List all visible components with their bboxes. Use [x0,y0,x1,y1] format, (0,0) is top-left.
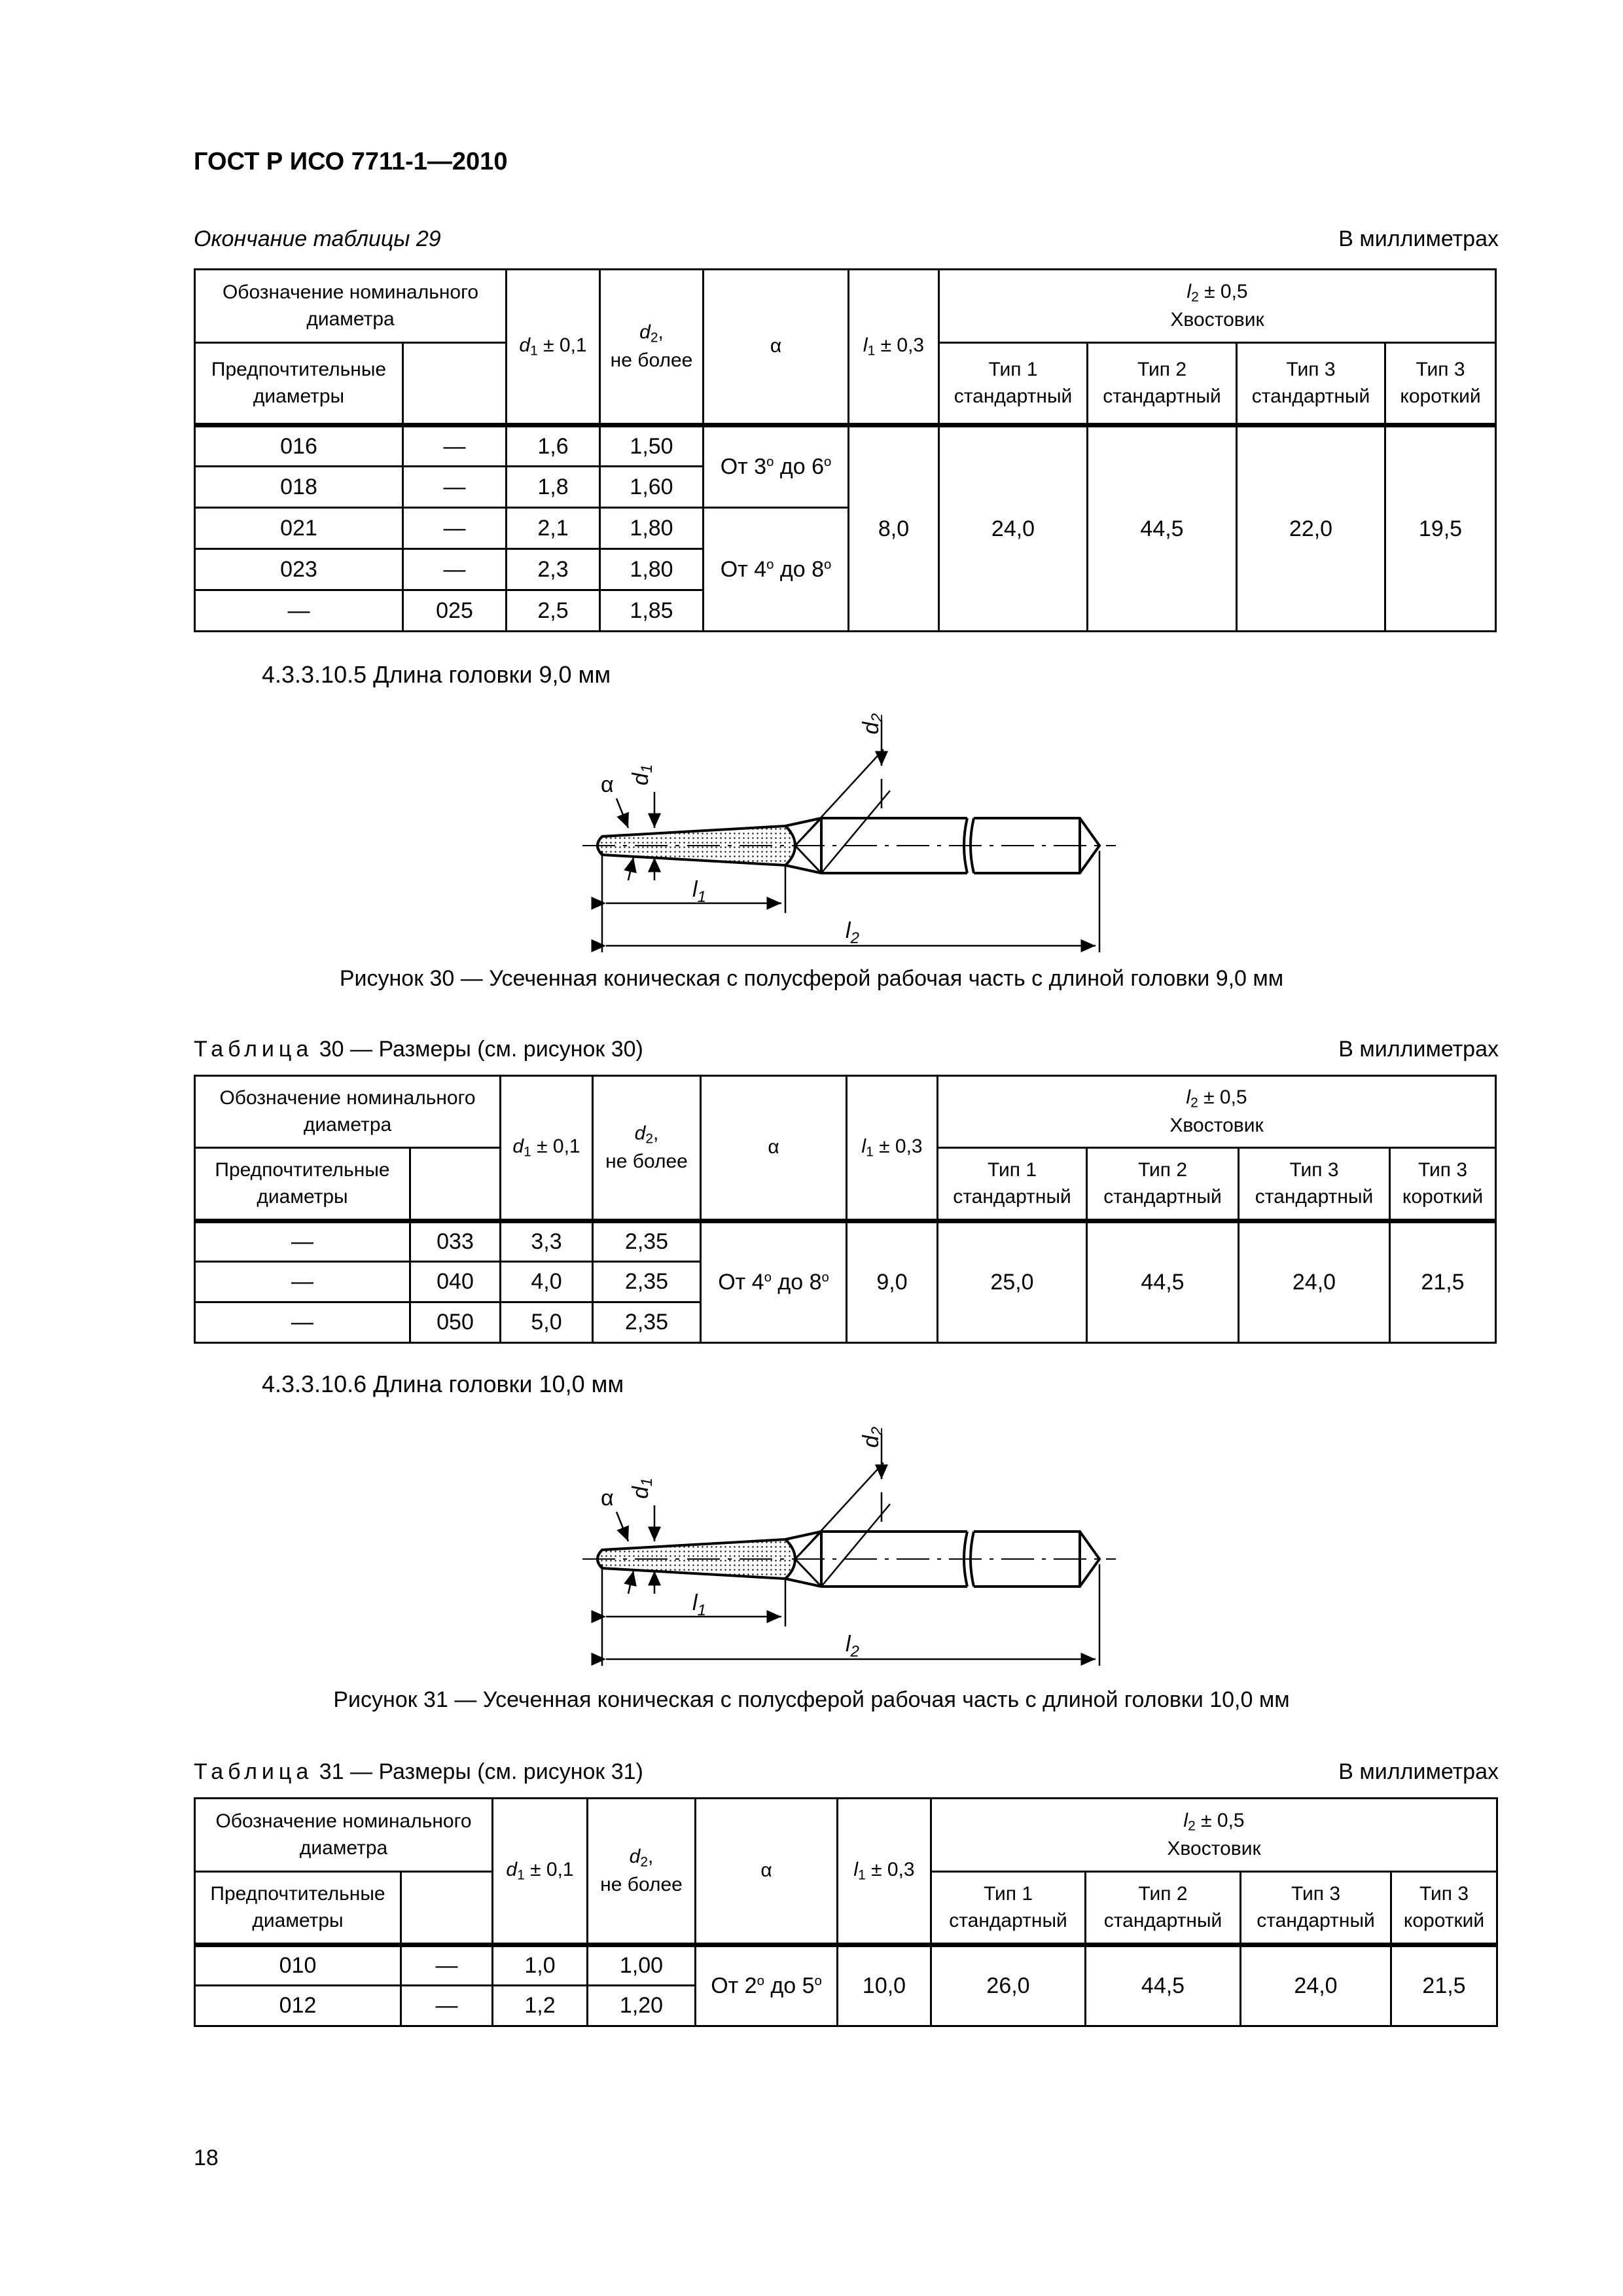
cell-alpha: От $2^о$ до $5^о$ [696,1945,838,2026]
label-alpha: α [601,1486,614,1511]
cell-d1: 5,0 [501,1302,593,1343]
header-designation: Обозначение номинального диаметра [195,1799,493,1872]
cell-d2: 1,20 [588,1986,696,2026]
cell-preferred: 012 [195,1986,401,2026]
header-preferred: Предпочтительные диаметры [195,343,403,425]
header-other [410,1148,501,1221]
header-d1: $d_1 \pm 0,1$ [493,1799,588,1945]
header-type: Тип 3 короткий [1390,1148,1496,1221]
page-number: 18 [194,2145,219,2170]
header-d2: $d_2$, не более [600,270,704,425]
label-d2: d2 [859,713,886,734]
cell-d2: 1,00 [588,1945,696,1986]
section-heading: 4.3.3.10.5 Длина головки 9,0 мм [262,661,611,688]
cell-l2: 21,5 [1390,1221,1496,1343]
header-l1: $l_1 \pm 0,3$ [838,1799,931,1945]
cell-preferred: 021 [195,508,403,549]
cell-l2: 44,5 [1087,1221,1239,1343]
cell-d2: 1,80 [600,508,704,549]
header-type: Тип 2 стандартный [1087,1148,1239,1221]
cell-d1: 4,0 [501,1262,593,1302]
cell-d1: 3,3 [501,1221,593,1262]
cell-d2: 1,85 [600,590,704,632]
cell-preferred: — [195,590,403,632]
header-designation: Обозначение номинального диаметра [195,1076,501,1148]
cell-d2: 1,60 [600,467,704,508]
cell-l2: 24,0 [1239,1221,1390,1343]
cell-other: — [401,1986,493,2026]
header-l2-shank: $l_2 \pm 0,5$ Хвостовик [931,1799,1497,1872]
cell-preferred: 018 [195,467,403,508]
cell-d1: 1,0 [493,1945,588,1986]
header-other [403,343,507,425]
header-alpha: α [696,1799,838,1945]
table-29-continuation-caption: Окончание таблицы 29 [194,226,441,251]
header-type: Тип 3 стандартный [1239,1148,1390,1221]
cell-alpha: От $4^о$ до $8^о$ [704,508,849,632]
header-type: Тип 3 короткий [1391,1872,1497,1945]
table-29-units: В миллиметрах [1338,226,1499,251]
header-alpha: α [701,1076,847,1221]
header-type: Тип 3 стандартный [1241,1872,1391,1945]
header-d1: $d_1 \pm 0,1$ [507,270,600,425]
cell-other: — [403,425,507,467]
cell-d2: 1,80 [600,549,704,590]
table-row [195,1945,1497,1986]
cell-other: — [403,549,507,590]
header-l2-shank: $l_2 \pm 0,5$ Хвостовик [939,270,1496,343]
header-d1: $d_1 \pm 0,1$ [501,1076,593,1221]
header-l2-shank: $l_2 \pm 0,5$ Хвостовик [938,1076,1496,1148]
cell-preferred: 023 [195,549,403,590]
cell-other: 033 [410,1221,501,1262]
cell-other: 025 [403,590,507,632]
cell-l2: 22,0 [1237,425,1385,632]
cell-other: 050 [410,1302,501,1343]
cell-l2: 25,0 [938,1221,1087,1343]
label-l2: $l_2$ [846,918,859,947]
header-type: Тип 1 стандартный [939,343,1088,425]
cell-preferred: 010 [195,1945,401,1986]
cell-alpha: От $3^о$ до $6^о$ [704,425,849,508]
table-31-units: В миллиметрах [1338,1759,1499,1784]
cell-d2: 2,35 [593,1221,701,1262]
table-31-caption: Таблица 31 — Размеры (см. рисунок 31) [194,1759,643,1784]
label-l1: $l_1$ [692,1590,706,1619]
header-l1: $l_1 \pm 0,3$ [847,1076,938,1221]
label-l1: $l_1$ [692,877,706,906]
document-header: ГОСТ Р ИСО 7711-1—2010 [194,148,508,175]
cell-preferred: 016 [195,425,403,467]
cell-l2: 24,0 [939,425,1088,632]
header-preferred: Предпочтительные диаметры [195,1148,410,1221]
label-d2: d2 [859,1426,886,1448]
cell-preferred: — [195,1221,410,1262]
cell-other: — [403,508,507,549]
cell-d1: 1,6 [507,425,600,467]
cell-l2: 19,5 [1385,425,1496,632]
figure-30-drawing [563,694,1139,969]
table-30-units: В миллиметрах [1338,1037,1499,1062]
cell-l2: 26,0 [931,1945,1086,2026]
header-preferred: Предпочтительные диаметры [195,1872,401,1945]
cell-d1: 1,2 [493,1986,588,2026]
cell-l2: 21,5 [1391,1945,1497,2026]
cell-d1: 2,3 [507,549,600,590]
header-other [401,1872,493,1945]
cell-l2: 44,5 [1088,425,1237,632]
cell-preferred: — [195,1302,410,1343]
header-alpha: α [704,270,849,425]
header-d2: $d_2$, не более [593,1076,701,1221]
cell-other: — [403,467,507,508]
cell-d1: 2,5 [507,590,600,632]
table-row [195,1221,1496,1262]
table-31 [194,1797,1498,2027]
cell-l1: 10,0 [838,1945,931,2026]
label-d1: d1 [628,764,656,785]
header-type: Тип 1 стандартный [938,1148,1087,1221]
figure-31-drawing [563,1407,1139,1682]
section-heading: 4.3.3.10.6 Длина головки 10,0 мм [262,1371,624,1397]
cell-l2: 24,0 [1241,1945,1391,2026]
table-29 [194,268,1497,632]
cell-other: 040 [410,1262,501,1302]
header-type: Тип 3 стандартный [1237,343,1385,425]
cell-l1: 9,0 [847,1221,938,1343]
cell-d2: 1,50 [600,425,704,467]
cell-d1: 1,8 [507,467,600,508]
figure-30-caption: Рисунок 30 — Усеченная коническая с полусферой рабочая часть с длиной головки 9,0 мм [339,966,1284,991]
cell-d2: 2,35 [593,1302,701,1343]
cell-other: — [401,1945,493,1986]
figure-31-caption: Рисунок 31 — Усеченная коническая с полусферой рабочая часть с длиной головки 10,0 мм [333,1687,1290,1712]
cell-d2: 2,35 [593,1262,701,1302]
label-alpha: α [601,772,614,797]
header-type: Тип 3 короткий [1385,343,1496,425]
header-type: Тип 2 стандартный [1088,343,1237,425]
cell-d1: 2,1 [507,508,600,549]
cell-alpha: От $4^о$ до $8^о$ [701,1221,847,1343]
header-d2: $d_2$, не более [588,1799,696,1945]
table-30-caption: Таблица 30 — Размеры (см. рисунок 30) [194,1037,643,1062]
header-type: Тип 1 стандартный [931,1872,1086,1945]
label-l2: $l_2$ [846,1632,859,1660]
cell-l1: 8,0 [849,425,939,632]
table-30 [194,1075,1497,1344]
cell-l2: 44,5 [1086,1945,1241,2026]
header-type: Тип 2 стандартный [1086,1872,1241,1945]
cell-preferred: — [195,1262,410,1302]
header-designation: Обозначение номинального диаметра [195,270,507,343]
header-l1: $l_1 \pm 0,3$ [849,270,939,425]
table-row [195,425,1496,467]
label-d1: d1 [628,1477,656,1499]
